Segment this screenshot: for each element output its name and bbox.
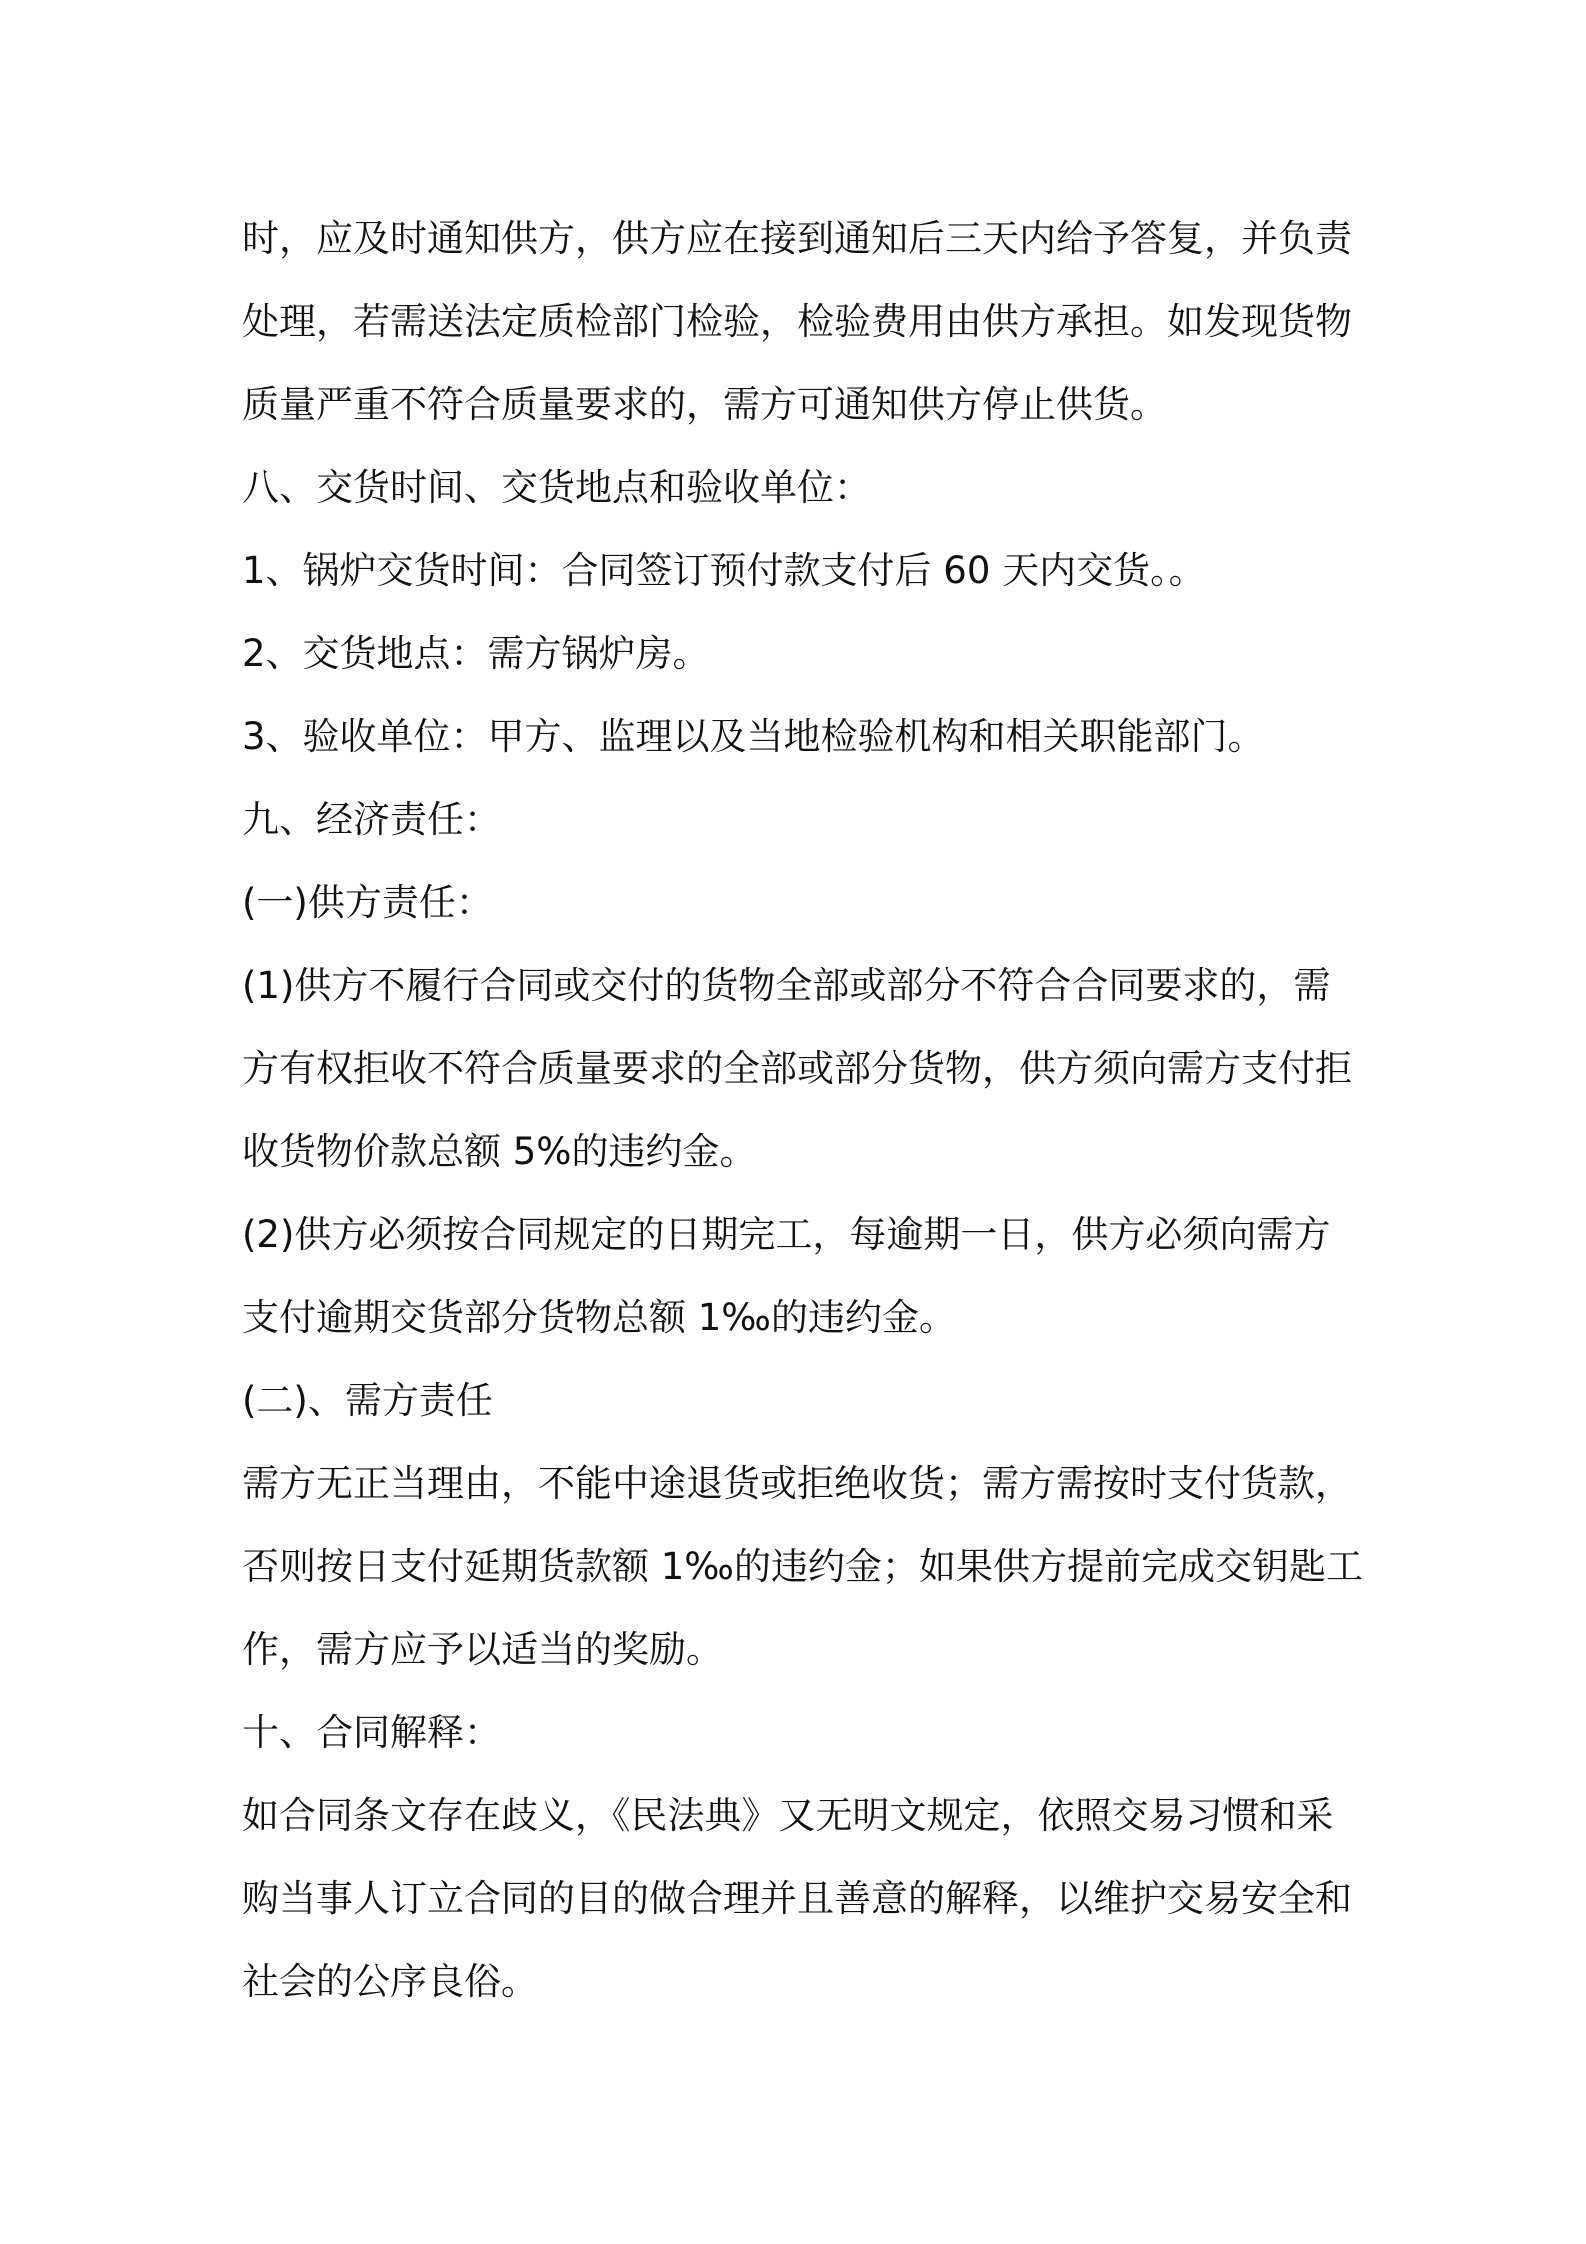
text-line: 时，应及时通知供方，供方应在接到通知后三天内给予答复，并负责 <box>242 217 1352 260</box>
list-item: 1、锅炉交货时间：合同签订预付款支付后 60 天内交货。。 <box>242 549 1206 592</box>
text-line: 收货物价款总额 5%的违约金。 <box>242 1130 757 1173</box>
section-heading-liability: 九、经济责任： <box>242 798 501 841</box>
text-line: (2)供方必须按合同规定的日期完工，每逾期一日，供方必须向需方 <box>242 1213 1331 1256</box>
text-line: 社会的公序良俗。 <box>242 1960 538 2003</box>
text-line: 处理，若需送法定质检部门检验，检验费用由供方承担。如发现货物 <box>242 300 1352 343</box>
text-line: 方有权拒收不符合质量要求的全部或部分货物，供方须向需方支付拒 <box>242 1047 1352 1090</box>
section-heading-delivery: 八、交货时间、交货地点和验收单位： <box>242 466 871 509</box>
text-line: 质量严重不符合质量要求的，需方可通知供方停止供货。 <box>242 383 1167 426</box>
text-line: 支付逾期交货部分货物总额 1‰的违约金。 <box>242 1296 956 1339</box>
text-line: 如合同条文存在歧义，《民法典》又无明文规定，依照交易习惯和采 <box>242 1794 1334 1837</box>
text-line: 作，需方应予以适当的奖励。 <box>242 1628 723 1671</box>
text-line: 购当事人订立合同的目的做合理并且善意的解释，以维护交易安全和 <box>242 1877 1352 1920</box>
text-line: 需方无正当理由，不能中途退货或拒绝收货；需方需按时支付货款， <box>242 1462 1352 1505</box>
subsection-heading-buyer: (二)、需方责任 <box>242 1379 493 1422</box>
list-item: 3、验收单位：甲方、监理以及当地检验机构和相关职能部门。 <box>242 715 1265 758</box>
text-line: (1)供方不履行合同或交付的货物全部或部分不符合合同要求的，需 <box>242 964 1331 1007</box>
contract-text <box>242 197 1362 2023</box>
text-line: 否则按日支付延期货款额 1‰的违约金；如果供方提前完成交钥匙工 <box>242 1545 1363 1588</box>
list-item: 2、交货地点：需方锅炉房。 <box>242 632 710 675</box>
section-heading-interpretation: 十、合同解释： <box>242 1711 501 1754</box>
subsection-heading-supplier: (一)供方责任： <box>242 881 493 924</box>
